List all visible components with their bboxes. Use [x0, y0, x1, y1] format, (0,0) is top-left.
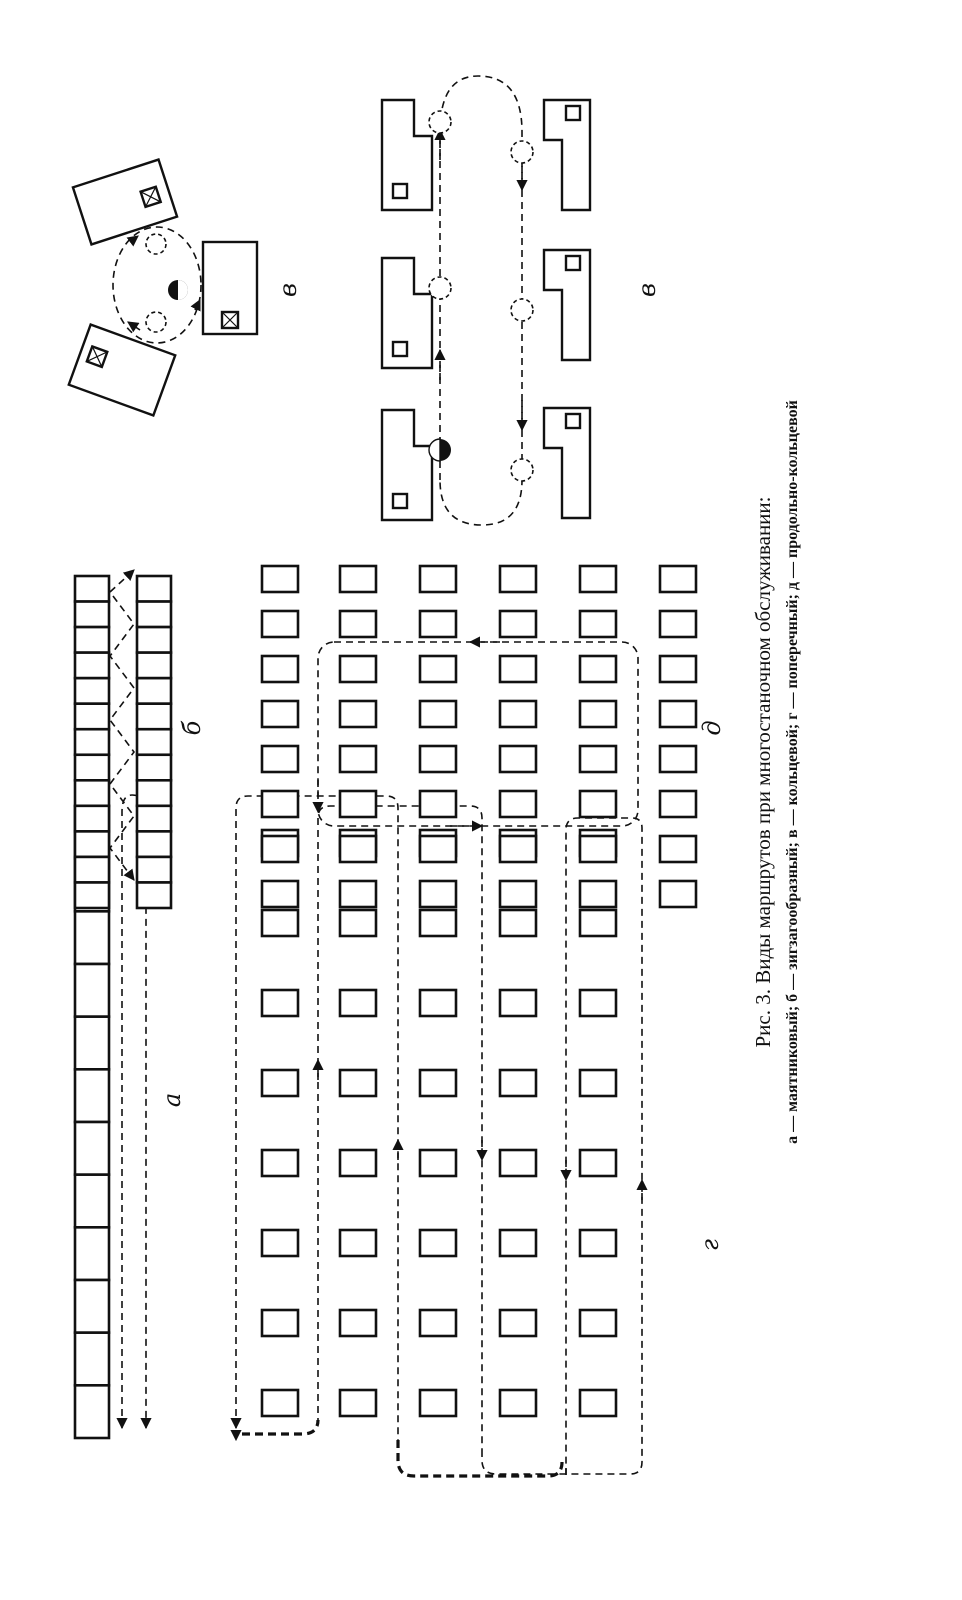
machine-cell — [262, 990, 298, 1016]
machine-cell — [580, 881, 616, 907]
machine-cell — [137, 678, 171, 704]
machine-cell — [580, 990, 616, 1016]
machine-cell — [340, 656, 376, 682]
machine-cell — [262, 701, 298, 727]
machine-cell — [420, 656, 456, 682]
machine-cell — [340, 566, 376, 592]
label-b: б — [178, 720, 206, 736]
machine-cell — [262, 1390, 298, 1416]
machine-cell — [420, 611, 456, 637]
stop-v-2 — [429, 277, 451, 299]
machine-cell — [420, 1390, 456, 1416]
panel-b-zigzag — [75, 570, 206, 908]
machine-control-box — [393, 494, 407, 508]
machine-cell — [262, 1070, 298, 1096]
machine-cell — [137, 882, 171, 908]
machine-cell — [137, 755, 171, 781]
machine-cell — [420, 881, 456, 907]
machine-cell — [340, 611, 376, 637]
machine-cell — [580, 611, 616, 637]
machine-cell — [660, 881, 696, 907]
machine-cell — [262, 1150, 298, 1176]
route-transverse-bottom-a — [242, 1420, 318, 1434]
machine-cell — [137, 602, 171, 628]
machine-top-right — [73, 160, 177, 245]
machine-cell — [340, 1310, 376, 1336]
machine-cell — [500, 836, 536, 862]
machine-cell — [420, 1150, 456, 1176]
machine-cell — [75, 653, 109, 679]
machine-cell — [500, 791, 536, 817]
stop-v-5 — [511, 459, 533, 481]
machine-cell — [340, 910, 376, 936]
machine-cell — [420, 746, 456, 772]
machine-cell — [75, 678, 109, 704]
caption-legend: а — маятниковый; б — зигзагообразный; в — кольцевой; г — поперечный; д — продольно-кольцевой — [784, 400, 801, 1144]
machine-cell — [580, 1310, 616, 1336]
machine-control-box — [566, 106, 580, 120]
machine-cell — [420, 1230, 456, 1256]
machine-cell — [420, 1070, 456, 1096]
stop-circle-2 — [146, 234, 166, 254]
machine-cell — [137, 729, 171, 755]
machine-strip-b-right — [137, 576, 171, 908]
ring-arrow-2 — [128, 322, 140, 330]
machine-cell — [75, 755, 109, 781]
panel-g-transverse — [236, 796, 724, 1476]
label-a: а — [158, 1092, 186, 1108]
machine-cell — [75, 1227, 109, 1280]
machine-cell — [580, 910, 616, 936]
machine-cell — [660, 611, 696, 637]
machine-cell — [500, 990, 536, 1016]
machine-cell — [660, 656, 696, 682]
machine-control-box — [393, 184, 407, 198]
machine-top-left — [69, 325, 175, 416]
machine-control-box — [566, 414, 580, 428]
machine-cell — [500, 910, 536, 936]
machine-cell — [75, 806, 109, 832]
machine-cell — [420, 566, 456, 592]
machine-cell — [75, 729, 109, 755]
machine-cell — [660, 791, 696, 817]
machine-cell — [580, 791, 616, 817]
machine-cell — [262, 881, 298, 907]
machine-cell — [137, 857, 171, 883]
machine-cell — [660, 746, 696, 772]
machine-cell — [75, 602, 109, 628]
machine-cell — [340, 1070, 376, 1096]
machine-cell — [340, 990, 376, 1016]
machine-cell — [500, 1230, 536, 1256]
machine-cell — [75, 1175, 109, 1228]
machine-cell — [75, 857, 109, 883]
machine-cell — [420, 990, 456, 1016]
machine-cell — [75, 1385, 109, 1438]
machine-cell — [262, 910, 298, 936]
caption-title: Рис. 3. Виды маршрутов при многостаночном обслуживании: — [751, 496, 775, 1048]
route-transverse-bottom-b — [398, 1440, 562, 1476]
machine-cell — [420, 701, 456, 727]
machine-cell — [580, 566, 616, 592]
machine-cell — [340, 791, 376, 817]
machine-cell — [262, 746, 298, 772]
machine-cell — [75, 882, 109, 908]
machine-cell — [262, 1230, 298, 1256]
machines-v-left — [382, 100, 432, 520]
machine-cell — [137, 780, 171, 806]
label-v-small: в — [274, 283, 302, 297]
machine-cell — [340, 701, 376, 727]
machine-cell — [340, 1150, 376, 1176]
machine-cell — [420, 1310, 456, 1336]
machine-cell — [340, 836, 376, 862]
machine-cell — [75, 1069, 109, 1122]
panel-d-longitudinal-ring — [262, 566, 726, 907]
machine-bottom — [203, 242, 257, 334]
machine-cell — [340, 746, 376, 772]
machine-cell — [75, 780, 109, 806]
machine-cell — [137, 704, 171, 730]
machine-cell — [75, 911, 109, 964]
machine-cell — [500, 656, 536, 682]
machine-control-box — [566, 256, 580, 270]
machine-cell — [420, 791, 456, 817]
machine-cell — [340, 1230, 376, 1256]
machine-cell — [75, 964, 109, 1017]
machine-cell — [262, 1310, 298, 1336]
machine-cell — [660, 566, 696, 592]
machine-cell — [340, 881, 376, 907]
label-d: д — [698, 720, 726, 736]
machine-grid-g — [262, 830, 616, 1416]
machine-cell — [500, 746, 536, 772]
label-v-large: в — [633, 283, 661, 297]
machines-v-right — [544, 100, 590, 518]
machine-cell — [262, 566, 298, 592]
machine-cell — [137, 653, 171, 679]
machine-cell — [500, 1070, 536, 1096]
machine-cell — [420, 910, 456, 936]
panel-v-ring-large — [382, 76, 661, 525]
machine-cell — [500, 1390, 536, 1416]
machine-cell — [262, 791, 298, 817]
route-pendulum-out — [122, 795, 132, 1428]
stop-v-1 — [429, 111, 451, 133]
route-ring-large — [440, 76, 522, 525]
machine-cell — [500, 1150, 536, 1176]
machine-cell — [580, 836, 616, 862]
machine-cell — [580, 1390, 616, 1416]
machine-cell — [500, 701, 536, 727]
machine-cell — [660, 701, 696, 727]
machine-cell — [500, 1310, 536, 1336]
machine-cell — [580, 1230, 616, 1256]
machine-cell — [580, 1150, 616, 1176]
stop-circle-1 — [146, 312, 166, 332]
machine-cell — [137, 576, 171, 602]
machine-cell — [262, 611, 298, 637]
label-g: г — [696, 1238, 724, 1252]
machine-control-box — [393, 342, 407, 356]
ring-arrow-3 — [130, 236, 138, 242]
machine-cell — [580, 1070, 616, 1096]
machine-cell — [500, 611, 536, 637]
machine-strip-b-left — [75, 576, 109, 908]
machine-cell — [75, 1122, 109, 1175]
machine-cell — [75, 704, 109, 730]
machine-cell — [75, 576, 109, 602]
machine-cell — [580, 701, 616, 727]
machine-cell — [75, 1333, 109, 1386]
stop-v-3 — [511, 141, 533, 163]
machine-cell — [75, 1017, 109, 1070]
machine-cell — [75, 831, 109, 857]
machine-cell — [580, 746, 616, 772]
machine-cell — [137, 831, 171, 857]
machine-cell — [660, 836, 696, 862]
machine-cell — [75, 1280, 109, 1333]
machine-cell — [500, 881, 536, 907]
machine-cell — [75, 627, 109, 653]
stop-v-4 — [511, 299, 533, 321]
machine-cell — [340, 1390, 376, 1416]
machine-grid-d — [262, 566, 696, 907]
panel-v-ring-small — [69, 160, 302, 416]
machine-cell — [580, 656, 616, 682]
machine-cell — [137, 806, 171, 832]
machine-cell — [500, 566, 536, 592]
machine-cell — [262, 836, 298, 862]
machine-cell — [137, 627, 171, 653]
machine-cell — [420, 836, 456, 862]
machine-cell — [262, 656, 298, 682]
